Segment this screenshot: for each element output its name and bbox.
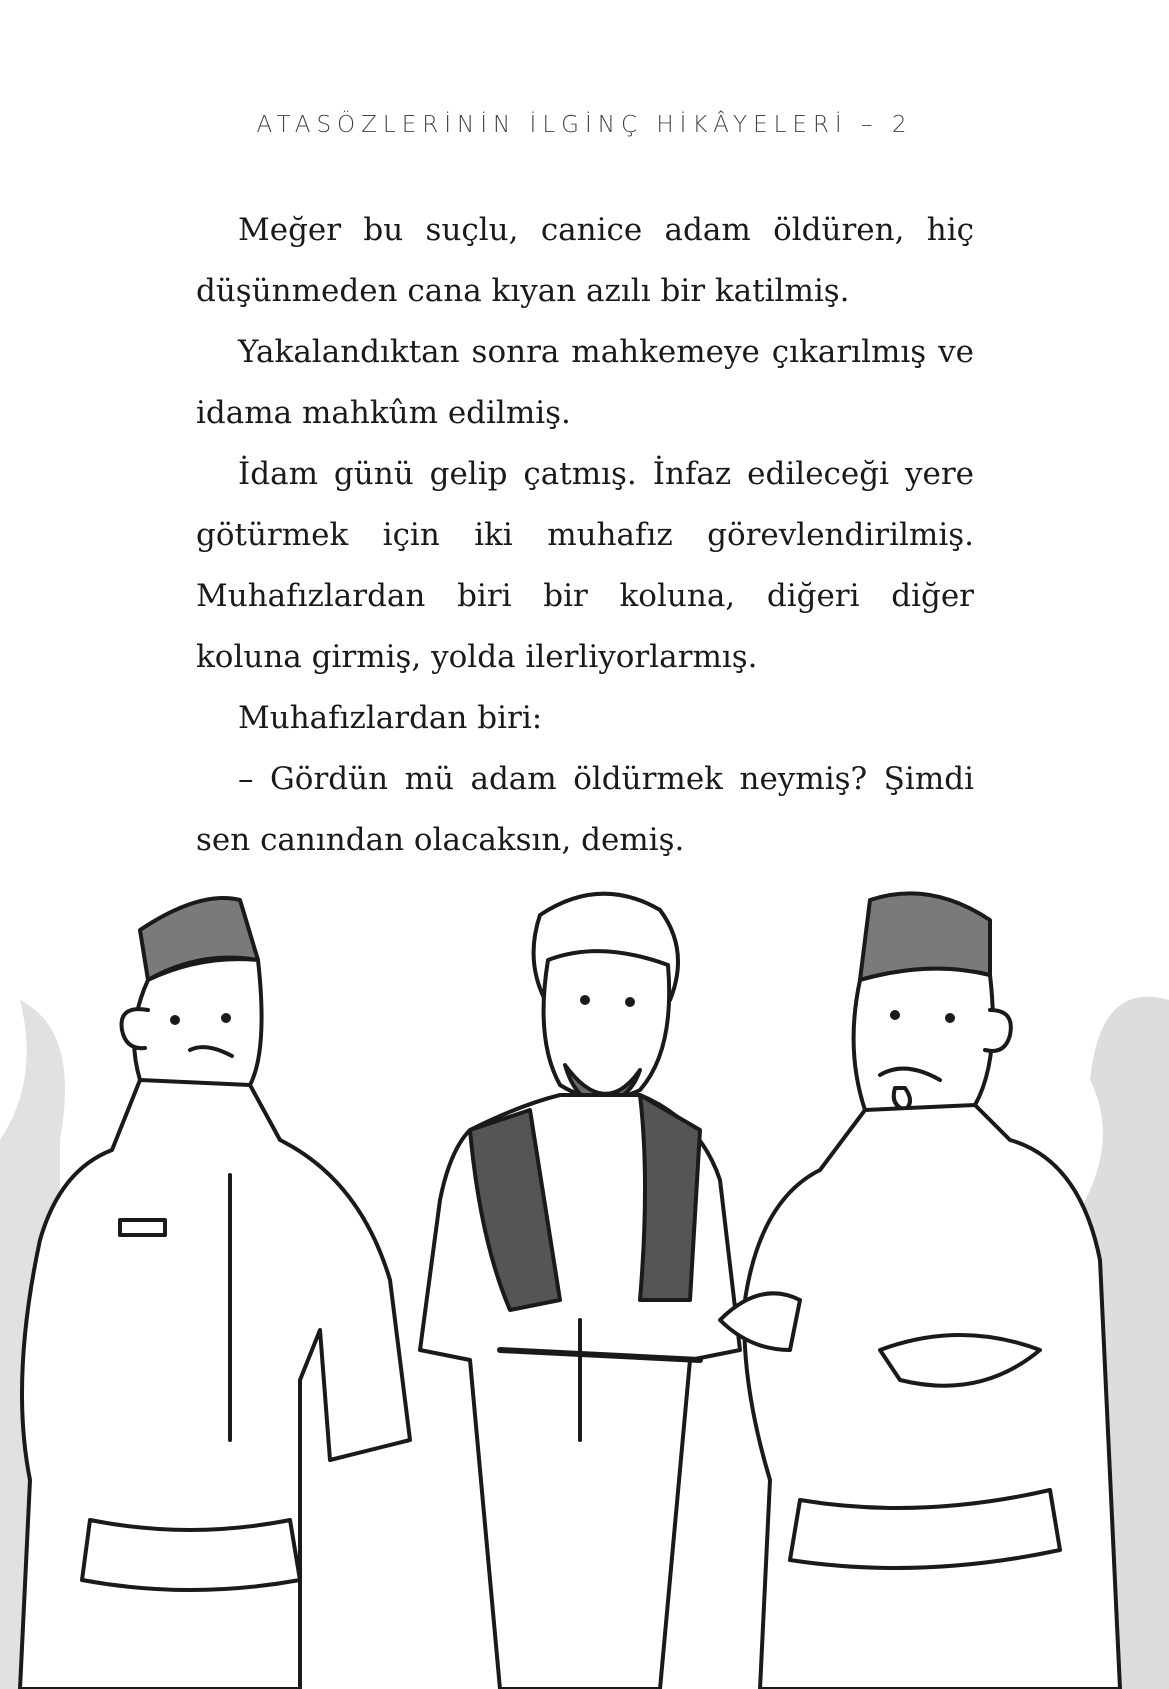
- paragraph: Muhafızlardan biri:: [238, 700, 543, 736]
- paragraph: – Gördün mü adam öldürmek neymiş? Şimdi sen canından olacaksın, demiş.: [196, 761, 974, 858]
- illustration-guards-and-prisoner: [0, 880, 1169, 1689]
- paragraph: Yakalandıktan sonra mahkemeye çıkarılmış ve idama mahkûm edilmiş.: [196, 334, 974, 431]
- left-guard: [20, 898, 410, 1689]
- prisoner: [420, 894, 740, 1689]
- paragraph: Meğer bu suçlu, canice adam öldüren, hiç düşünmeden cana kıyan azılı bir katilmiş.: [196, 212, 974, 309]
- paragraph: İdam günü gelip çatmış. İnfaz edileceği yere götürmek için iki muhafız görevlendirilmiş. Muhafızlardan biri bir koluna, diğeri diğer koluna girmiş, yolda ilerliyorlarmış.: [196, 456, 974, 675]
- running-header: ATASÖZLERİNİN İLGİNÇ HİKÂYELERİ – 2: [256, 112, 913, 138]
- right-guard: [720, 893, 1120, 1689]
- story-text: [196, 200, 974, 871]
